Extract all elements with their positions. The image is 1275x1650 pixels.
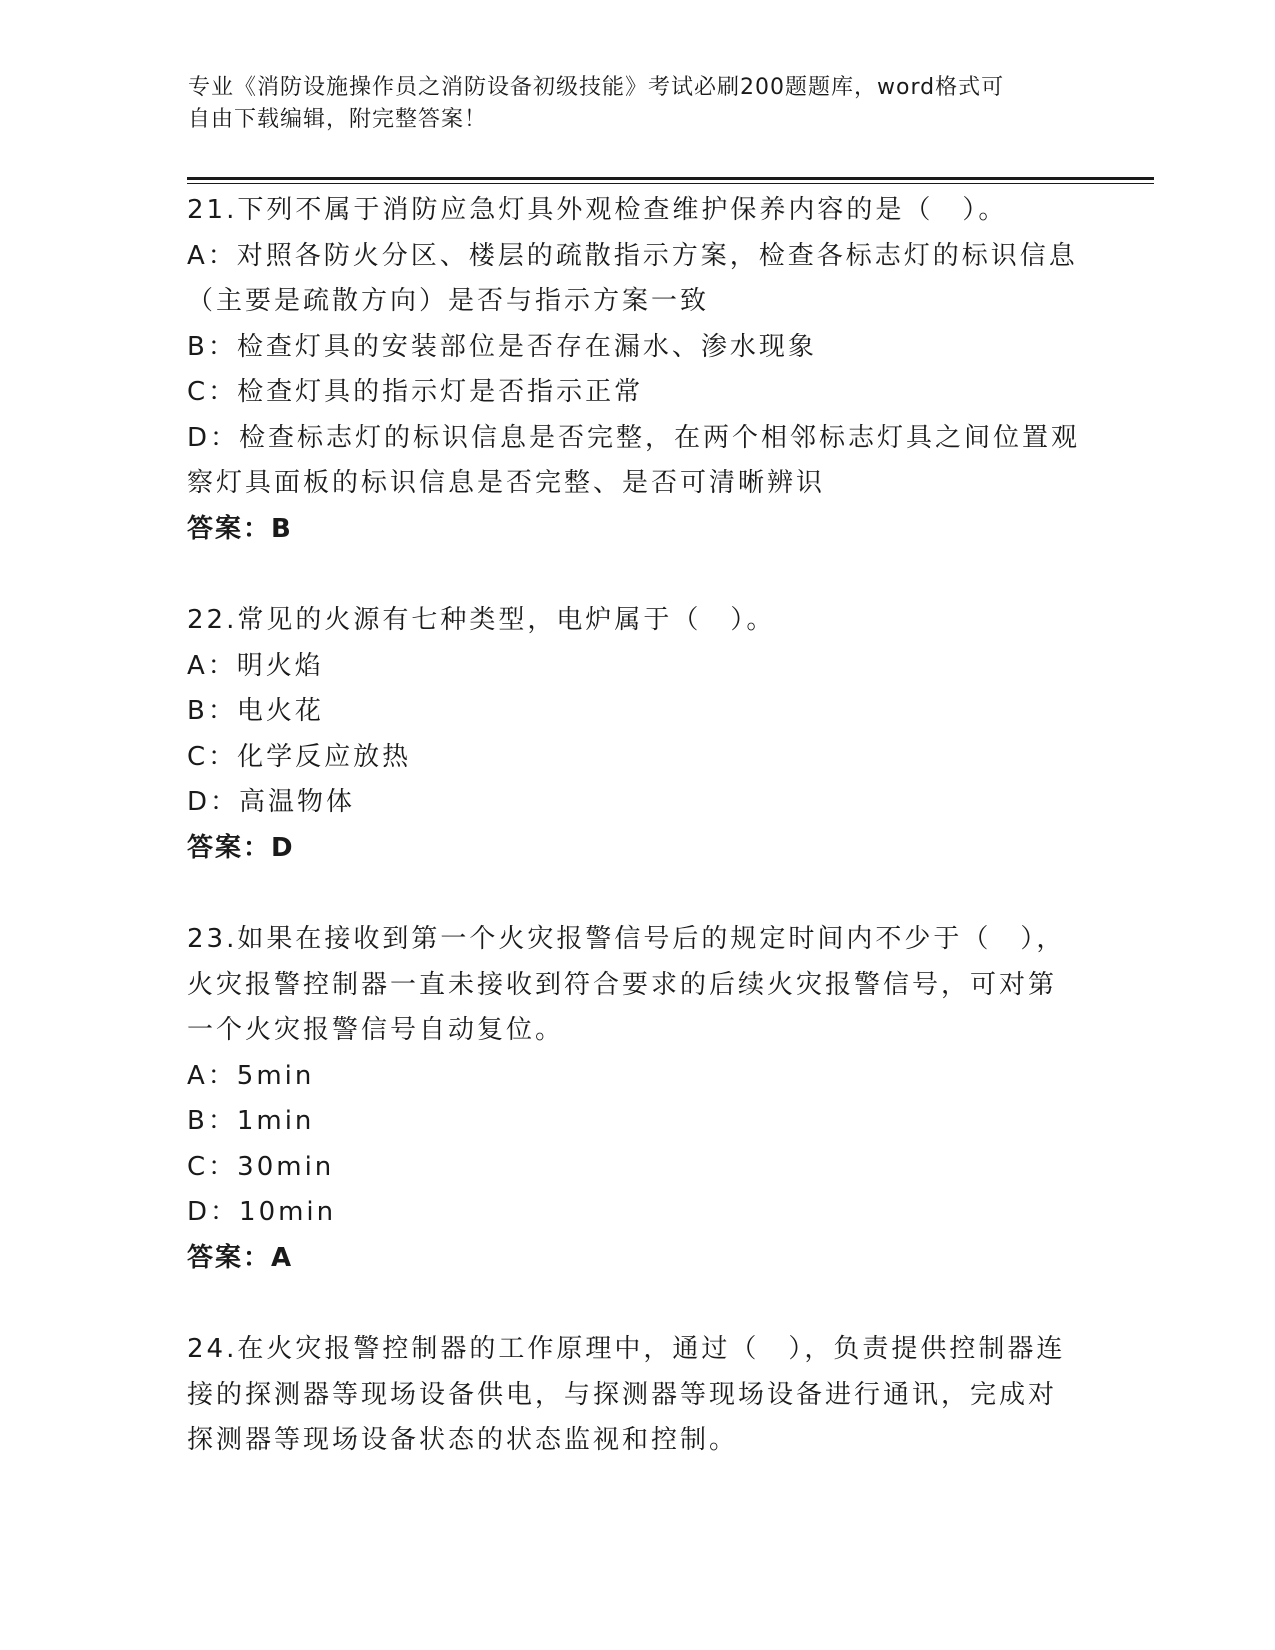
question-23-stem-cont-2: 一个火灾报警信号自动复位。 — [187, 1015, 565, 1045]
question-22-stem: 22.常见的火源有七种类型，电炉属于（ ）。 — [187, 605, 776, 635]
question-22 — [187, 598, 1087, 871]
question-23-option-c: C：30min — [187, 1151, 335, 1182]
question-21-option-d-cont: 察灯具面板的标识信息是否完整、是否可清晰辨识 — [187, 468, 826, 498]
question-21-stem: 21.下列不属于消防应急灯具外观检查维护保养内容的是（ ）。 — [187, 195, 1008, 225]
question-22-answer: 答案：D — [187, 832, 295, 863]
question-23 — [187, 917, 1087, 1281]
header-line-1: 专业《消防设施操作员之消防设备初级技能》考试必刷200题题库，word格式可 — [188, 75, 1005, 100]
document-header — [188, 72, 1088, 136]
question-21 — [187, 188, 1087, 552]
header-divider-thick — [187, 177, 1154, 180]
question-21-option-b: B：检查灯具的安装部位是否存在漏水、渗水现象 — [187, 331, 817, 362]
question-24-stem-cont-2: 探测器等现场设备状态的状态监视和控制。 — [187, 1425, 739, 1455]
question-23-stem-cont-1: 火灾报警控制器一直未接收到符合要求的后续火灾报警信号，可对第 — [187, 969, 1058, 1000]
question-23-option-d: D：10min — [187, 1197, 337, 1227]
question-21-option-a-cont: （主要是疏散方向）是否与指示方案一致 — [187, 286, 710, 316]
question-23-option-a: A：5min — [187, 1060, 315, 1091]
header-line-2: 自由下载编辑，附完整答案！ — [188, 107, 488, 132]
question-22-option-c: C：化学反应放热 — [187, 741, 412, 772]
question-23-stem: 23.如果在接收到第一个火灾报警信号后的规定时间内不少于（ ）， — [187, 924, 1066, 954]
question-22-option-b: B：电火花 — [187, 696, 324, 726]
question-list — [187, 188, 1087, 1510]
header-divider-thin — [187, 183, 1154, 184]
question-23-option-b: B：1min — [187, 1106, 315, 1136]
question-24-stem: 24.在火灾报警控制器的工作原理中，通过（ ），负责提供控制器连 — [187, 1334, 1066, 1364]
question-24-stem-cont-1: 接的探测器等现场设备供电，与探测器等现场设备进行通讯，完成对 — [187, 1379, 1058, 1410]
question-21-option-c: C：检查灯具的指示灯是否指示正常 — [187, 377, 644, 407]
question-21-option-d: D：检查标志灯的标识信息是否完整，在两个相邻标志灯具之间位置观 — [187, 422, 1081, 453]
question-21-option-a: A：对照各防火分区、楼层的疏散指示方案，检查各标志灯的标识信息 — [187, 240, 1078, 271]
question-22-option-a: A：明火焰 — [187, 650, 324, 681]
question-21-answer: 答案：B — [187, 513, 293, 544]
question-22-option-d: D：高温物体 — [187, 787, 356, 817]
question-24 — [187, 1327, 1087, 1464]
question-23-answer: 答案：A — [187, 1242, 294, 1273]
